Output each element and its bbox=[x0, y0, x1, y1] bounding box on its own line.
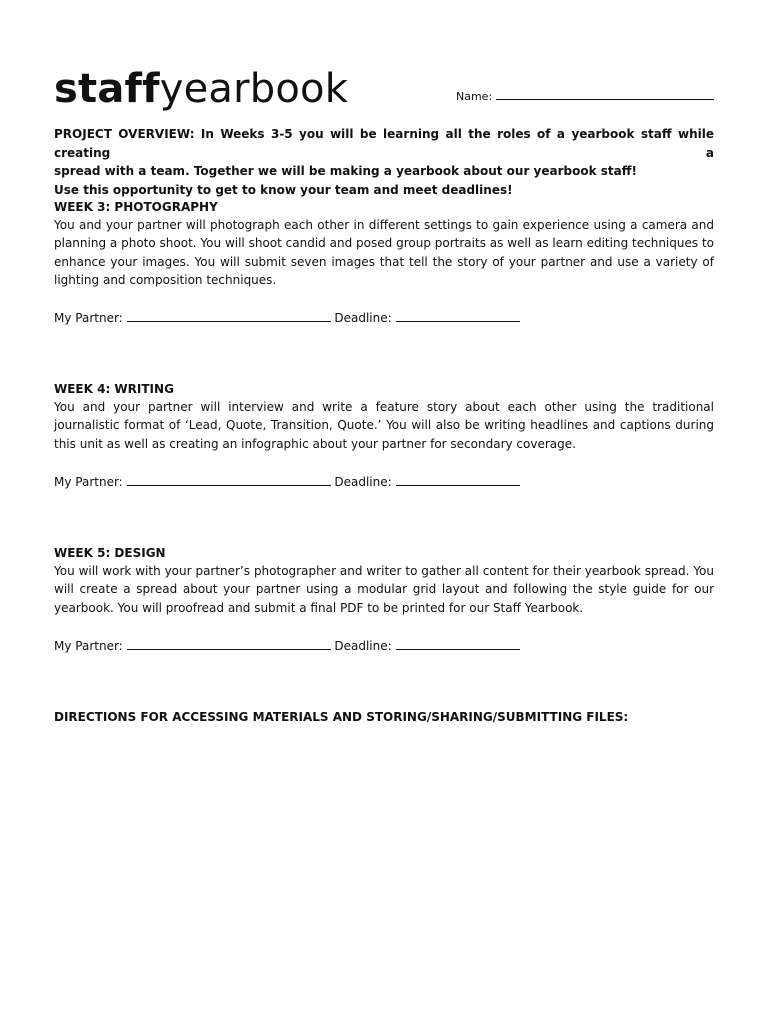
section-week-4 bbox=[54, 380, 714, 491]
name-field[interactable] bbox=[456, 88, 714, 103]
name-blank-line[interactable] bbox=[496, 88, 714, 100]
deadline-blank-line[interactable] bbox=[396, 474, 520, 486]
partner-deadline-row bbox=[54, 637, 714, 655]
partner-label: My Partner: bbox=[54, 311, 123, 326]
project-overview bbox=[54, 125, 714, 199]
deadline-blank-line[interactable] bbox=[396, 638, 520, 650]
header bbox=[54, 64, 714, 114]
partner-blank-line[interactable] bbox=[127, 638, 331, 650]
section-body: You will work with your partner’s photographer and writer to gather all content for their yearbook spread. You will create a spread about your partner using a modular grid layout and following the style guide for our yearbook. You will proofread and submit a final PDF to be printed for our Staff Yearbook. bbox=[54, 564, 714, 615]
name-label: Name: bbox=[456, 90, 493, 103]
partner-label: My Partner: bbox=[54, 474, 123, 489]
partner-deadline-row bbox=[54, 473, 714, 491]
partner-label: My Partner: bbox=[54, 638, 123, 653]
directions-heading: DIRECTIONS FOR ACCESSING MATERIALS AND STORING/SHARING/SUBMITTING FILES: bbox=[54, 710, 629, 724]
overview-line-1: PROJECT OVERVIEW: In Weeks 3-5 you will be learning all the roles of a yearbook staff while creating a bbox=[54, 127, 714, 160]
partner-blank-line[interactable] bbox=[127, 310, 331, 322]
deadline-label: Deadline: bbox=[334, 638, 392, 653]
deadline-label: Deadline: bbox=[334, 474, 392, 489]
deadline-label: Deadline: bbox=[334, 311, 392, 326]
logo-bold-text: staff bbox=[54, 66, 160, 112]
partner-deadline-row bbox=[54, 309, 714, 327]
logo-light-text: yearbook bbox=[159, 66, 349, 112]
deadline-blank-line[interactable] bbox=[396, 310, 520, 322]
partner-blank-line[interactable] bbox=[127, 474, 331, 486]
overview-line-2: spread with a team. Together we will be making a yearbook about our yearbook staff! bbox=[54, 164, 637, 178]
logo bbox=[54, 64, 348, 114]
section-week-3 bbox=[54, 198, 714, 327]
section-week-5 bbox=[54, 544, 714, 655]
overview-line-3: Use this opportunity to get to know your team and meet deadlines! bbox=[54, 182, 513, 197]
section-title: WEEK 3: PHOTOGRAPHY bbox=[54, 200, 218, 214]
section-title: WEEK 5: DESIGN bbox=[54, 546, 166, 560]
section-title: WEEK 4: WRITING bbox=[54, 382, 174, 396]
section-body: You and your partner will interview and write a feature story about each other using the traditional journalistic format of ‘Lead, Quote, Transition, Quote.’ You will also be writing headlines and captions during this unit as well as creating an infographic about your partner for secondary coverage. bbox=[54, 400, 714, 451]
section-body: You and your partner will photograph each other in different settings to gain experience using a camera and planning a photo shoot. You will shoot candid and posed group portraits as well as learn editing techniques to enhance your images. You will submit seven images that tell the story of your partner and use a variety of lighting and composition techniques. bbox=[54, 218, 714, 287]
